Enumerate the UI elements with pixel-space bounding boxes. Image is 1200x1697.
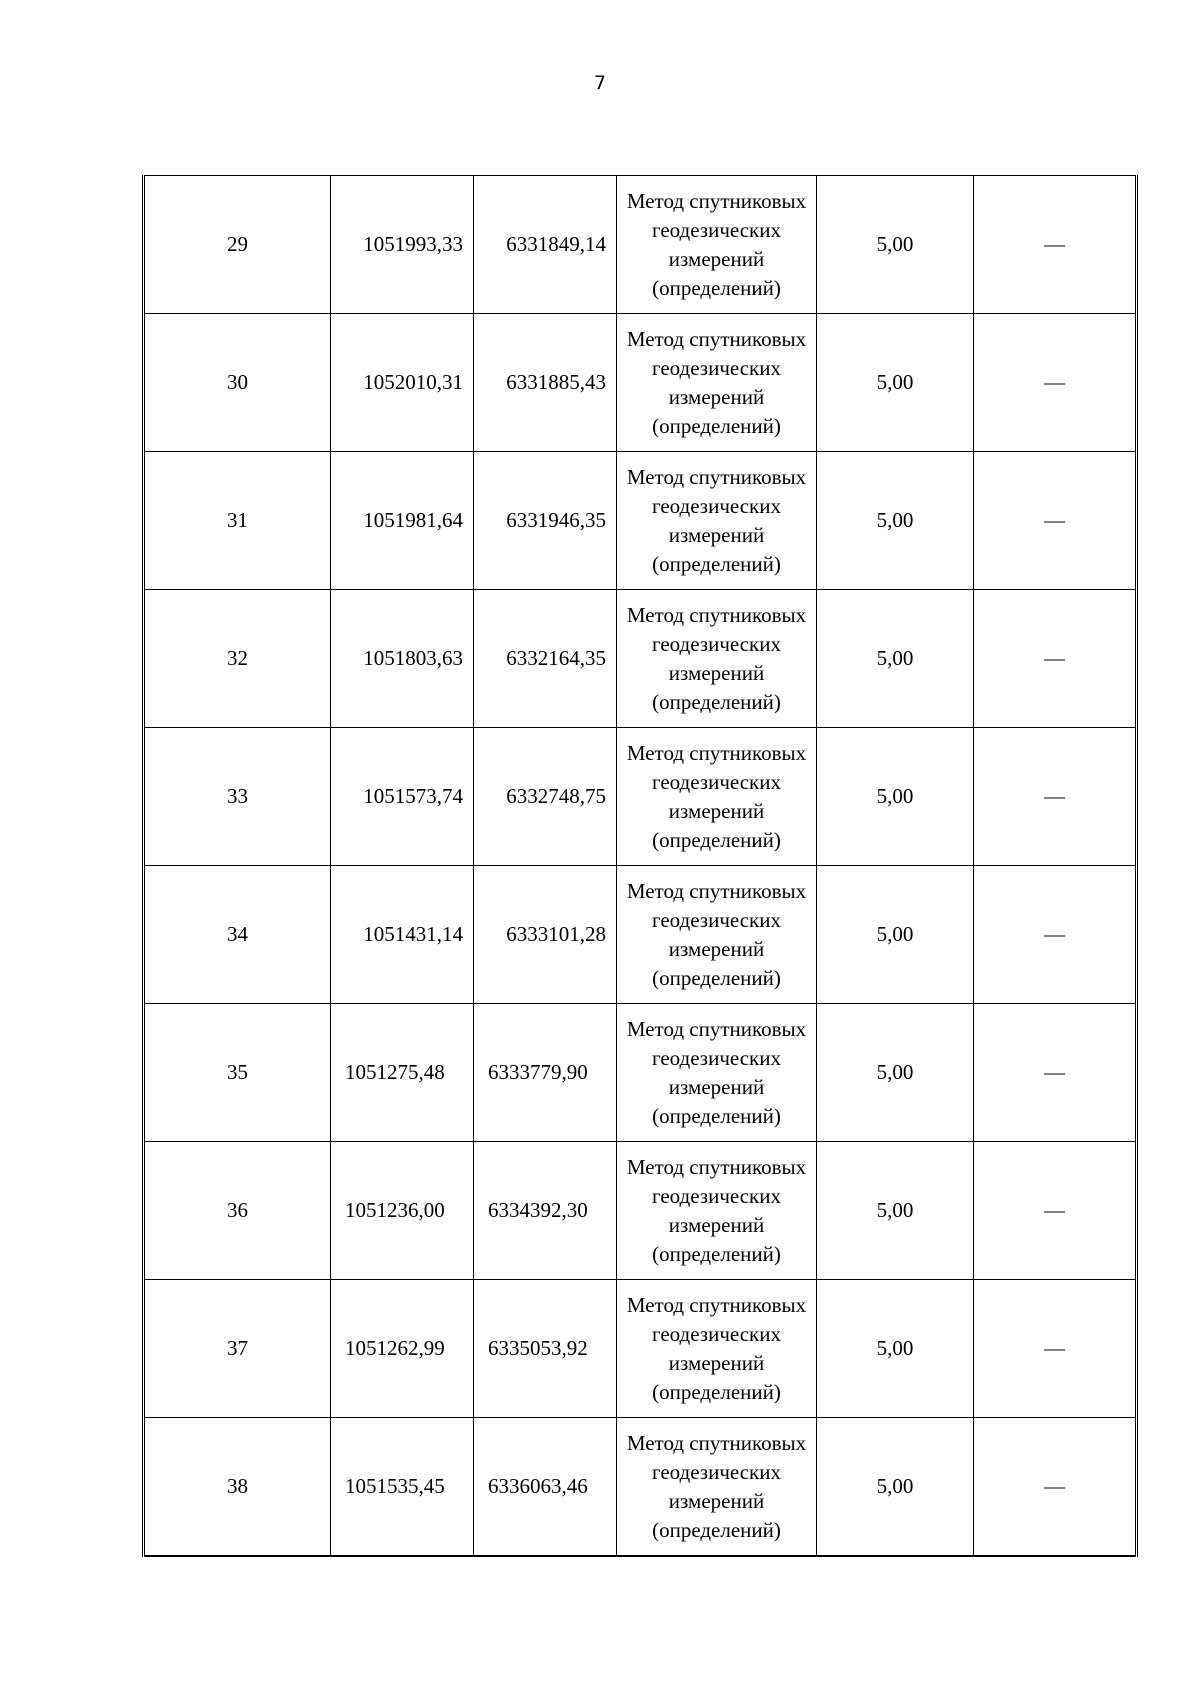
method-text-line: (определений) — [652, 551, 781, 576]
method-text-line: геодезических — [651, 769, 781, 794]
point-number-cell: 36 — [144, 1142, 331, 1280]
note-cell: — — [974, 590, 1137, 728]
accuracy-cell: 5,00 — [817, 728, 974, 866]
method-text-line: (определений) — [652, 965, 781, 990]
table-row — [144, 176, 1137, 314]
point-number-cell: 34 — [144, 866, 331, 1004]
method-text-line: (определений) — [652, 1517, 781, 1542]
x-coordinate-cell: 1051803,63 — [331, 590, 474, 728]
method-text-line: измерений — [668, 246, 765, 271]
note-cell: — — [974, 1280, 1137, 1418]
y-coordinate-cell: 6336063,46 — [474, 1418, 617, 1557]
table-row — [144, 1418, 1137, 1557]
note-cell: — — [974, 728, 1137, 866]
table-row — [144, 1280, 1137, 1418]
method-text-line: геодезических — [651, 355, 781, 380]
method-text-line: Метод спутниковых — [626, 740, 807, 765]
point-number-cell: 38 — [144, 1418, 331, 1557]
method-text-line: (определений) — [652, 827, 781, 852]
y-coordinate-cell: 6333779,90 — [474, 1004, 617, 1142]
x-coordinate-cell: 1052010,31 — [331, 314, 474, 452]
note-cell: — — [974, 1004, 1137, 1142]
x-coordinate-cell: 1051535,45 — [331, 1418, 474, 1557]
method-text-line: измерений — [668, 1212, 765, 1237]
accuracy-cell: 5,00 — [817, 1004, 974, 1142]
method-text-line: геодезических — [651, 631, 781, 656]
table-row — [144, 590, 1137, 728]
method-text-line: Метод спутниковых — [626, 1430, 807, 1455]
method-cell — [617, 728, 817, 866]
method-cell — [617, 1418, 817, 1557]
method-text-line: Метод спутниковых — [626, 1292, 807, 1317]
method-text-line: геодезических — [651, 1183, 781, 1208]
method-cell — [617, 1004, 817, 1142]
x-coordinate-cell: 1051981,64 — [331, 452, 474, 590]
accuracy-cell: 5,00 — [817, 1418, 974, 1557]
method-text-line: (определений) — [652, 413, 781, 438]
point-number-cell: 32 — [144, 590, 331, 728]
note-cell: — — [974, 452, 1137, 590]
method-cell — [617, 1280, 817, 1418]
method-text-line: (определений) — [652, 1103, 781, 1128]
point-number-cell: 37 — [144, 1280, 331, 1418]
y-coordinate-cell: 6333101,28 — [474, 866, 617, 1004]
table-row — [144, 452, 1137, 590]
method-text-line: (определений) — [652, 1379, 781, 1404]
note-cell: — — [974, 1418, 1137, 1557]
method-text-line: Метод спутниковых — [626, 326, 807, 351]
x-coordinate-cell: 1051573,74 — [331, 728, 474, 866]
accuracy-cell: 5,00 — [817, 314, 974, 452]
y-coordinate-cell: 6331885,43 — [474, 314, 617, 452]
method-cell — [617, 1142, 817, 1280]
x-coordinate-cell: 1051262,99 — [331, 1280, 474, 1418]
method-text-line: Метод спутниковых — [626, 878, 807, 903]
x-coordinate-cell: 1051431,14 — [331, 866, 474, 1004]
method-text-line: Метод спутниковых — [626, 602, 807, 627]
x-coordinate-cell: 1051236,00 — [331, 1142, 474, 1280]
point-number-cell: 33 — [144, 728, 331, 866]
method-text-line: измерений — [668, 936, 765, 961]
accuracy-cell: 5,00 — [817, 176, 974, 314]
y-coordinate-cell: 6335053,92 — [474, 1280, 617, 1418]
accuracy-cell: 5,00 — [817, 1280, 974, 1418]
coordinates-table — [142, 175, 1138, 1557]
method-cell — [617, 314, 817, 452]
method-text-line: геодезических — [651, 493, 781, 518]
y-coordinate-cell: 6332164,35 — [474, 590, 617, 728]
method-text-line: геодезических — [651, 1321, 781, 1346]
accuracy-cell: 5,00 — [817, 866, 974, 1004]
method-text-line: геодезических — [651, 217, 781, 242]
method-text-line: измерений — [668, 798, 765, 823]
method-cell — [617, 452, 817, 590]
accuracy-cell: 5,00 — [817, 452, 974, 590]
note-cell: — — [974, 1142, 1137, 1280]
page-number: 7 — [593, 72, 607, 94]
y-coordinate-cell: 6331849,14 — [474, 176, 617, 314]
method-text-line: измерений — [668, 384, 765, 409]
point-number-cell: 35 — [144, 1004, 331, 1142]
method-text-line: измерений — [668, 660, 765, 685]
method-cell — [617, 866, 817, 1004]
table-row — [144, 314, 1137, 452]
method-text-line: геодезических — [651, 1459, 781, 1484]
table-row — [144, 866, 1137, 1004]
method-text-line: Метод спутниковых — [626, 188, 807, 213]
method-text-line: геодезических — [651, 1045, 781, 1070]
method-text-line: измерений — [668, 1350, 765, 1375]
method-text-line: измерений — [668, 522, 765, 547]
point-number-cell: 30 — [144, 314, 331, 452]
method-cell — [617, 590, 817, 728]
x-coordinate-cell: 1051993,33 — [331, 176, 474, 314]
method-text-line: геодезических — [651, 907, 781, 932]
method-text-line: Метод спутниковых — [626, 1154, 807, 1179]
point-number-cell: 29 — [144, 176, 331, 314]
y-coordinate-cell: 6334392,30 — [474, 1142, 617, 1280]
method-text-line: (определений) — [652, 275, 781, 300]
point-number-cell: 31 — [144, 452, 331, 590]
accuracy-cell: 5,00 — [817, 590, 974, 728]
table-row — [144, 1004, 1137, 1142]
note-cell: — — [974, 866, 1137, 1004]
method-text-line: измерений — [668, 1074, 765, 1099]
method-text-line: (определений) — [652, 689, 781, 714]
method-text-line: Метод спутниковых — [626, 1016, 807, 1041]
method-text-line: измерений — [668, 1488, 765, 1513]
method-cell — [617, 176, 817, 314]
y-coordinate-cell: 6332748,75 — [474, 728, 617, 866]
coordinates-table-body — [144, 176, 1137, 1557]
y-coordinate-cell: 6331946,35 — [474, 452, 617, 590]
x-coordinate-cell: 1051275,48 — [331, 1004, 474, 1142]
method-text-line: Метод спутниковых — [626, 464, 807, 489]
accuracy-cell: 5,00 — [817, 1142, 974, 1280]
table-row — [144, 728, 1137, 866]
table-row — [144, 1142, 1137, 1280]
note-cell: — — [974, 314, 1137, 452]
method-text-line: (определений) — [652, 1241, 781, 1266]
note-cell: — — [974, 176, 1137, 314]
